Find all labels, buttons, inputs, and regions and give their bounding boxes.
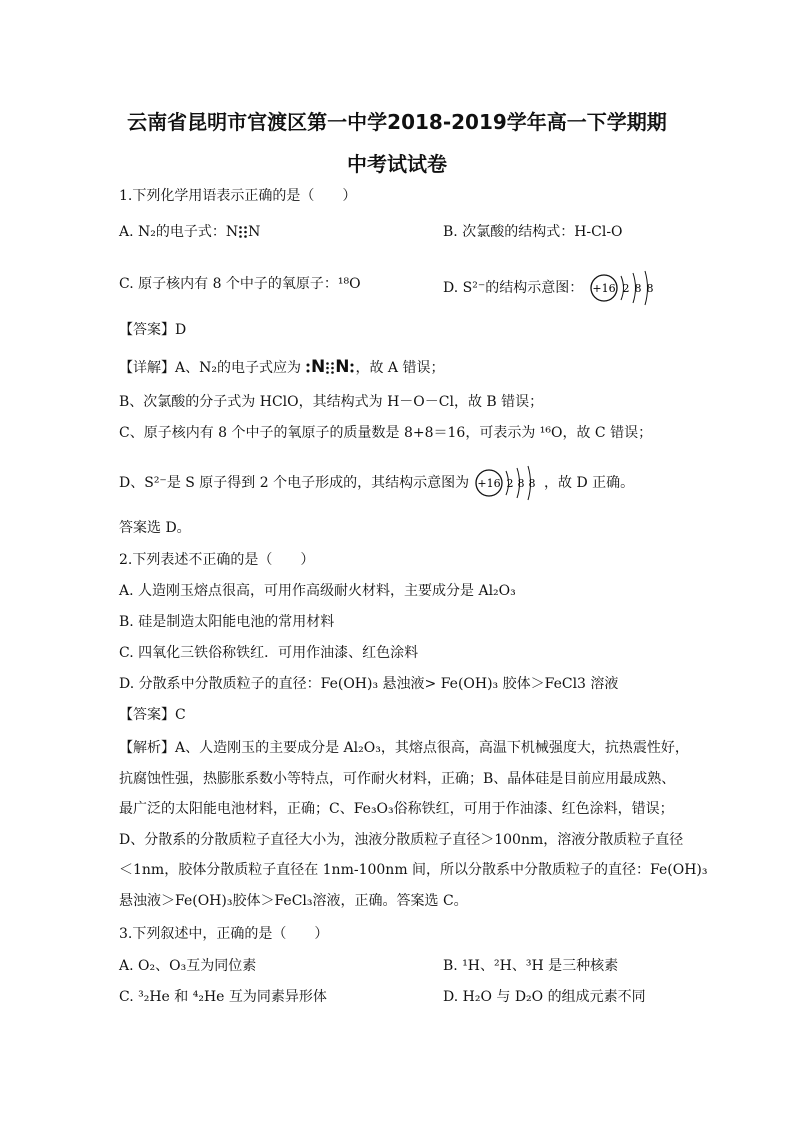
page-title-line2: 中考试试卷 <box>347 152 447 176</box>
nucleus-charge-label: +16 <box>476 477 501 490</box>
q3-option-c: C. ³₂He 和 ⁴₂He 互为同素异形体 <box>119 989 327 1005</box>
n-atom-symbol: N <box>335 357 350 377</box>
n-atom-symbol: N <box>310 357 326 377</box>
q1-option-d-text: D. S²⁻的结构示意图： <box>443 280 584 296</box>
shell-electron-count: 8 <box>528 477 536 490</box>
q1-detail-a <box>119 357 444 378</box>
q2-analysis-line: ＜1nm，胶体分散质粒子直径在 1nm-100nm 间，所以分散系中分散质粒子的直径：Fe(OH)₃ <box>119 862 708 878</box>
q1-option-a <box>119 222 260 242</box>
q1-option-d <box>443 268 658 308</box>
q2-option-b: B. 硅是制造太阳能电池的常用材料 <box>119 614 335 630</box>
sulfide-ion-structure-diagram <box>588 268 658 308</box>
shell-electron-count: 8 <box>517 477 525 490</box>
page-title-line1: 云南省昆明市官渡区第一中学2018-2019学年高一下学期期 <box>127 110 667 134</box>
q2-answer: 【答案】C <box>119 707 186 723</box>
q1-detail-d <box>119 464 634 502</box>
q1-detail-a-suffix: ，故 A 错误； <box>355 360 445 376</box>
q2-analysis <box>119 733 708 916</box>
q2-analysis-line: D、分散系的分散质粒子直径大小为，浊液分散质粒子直径＞100nm，溶液分散质粒子直径 <box>119 831 684 848</box>
q1-stem: 1.下列化学用语表示正确的是（ ） <box>119 188 357 204</box>
shell-electron-count: 2 <box>622 282 630 295</box>
q1-conclusion: 答案选 D。 <box>119 520 191 536</box>
n-atom-symbol: N <box>248 224 261 240</box>
shell-electron-count: 2 <box>506 477 514 490</box>
q3-option-d: D. H₂O 与 D₂O 的组成元素不同 <box>443 989 646 1005</box>
q1-detail-a-text: 【详解】A、N₂的电子式应为 <box>119 360 301 376</box>
q2-analysis-line: 【解析】A、人造刚玉的主要成分是 Al₂O₃，其熔点很高，高温下机械强度大，抗热震性好， <box>119 740 689 756</box>
q2-analysis-line: 悬浊液＞Fe(OH)₃胶体＞FeCl₃溶液，正确。答案选 C。 <box>119 892 468 909</box>
q1-option-b: B. 次氯酸的结构式：H-Cl-O <box>443 224 623 240</box>
q2-analysis-line: 抗腐蚀性强，热膨胀系数小等特点，可作耐火材料，正确；B、晶体硅是目前应用最成熟、 <box>119 770 676 787</box>
q2-option-a: A. 人造刚玉熔点很高，可用作高级耐火材料，主要成分是 Al₂O₃ <box>119 583 516 599</box>
n-atom-symbol: N <box>225 224 239 240</box>
q2-option-d: D. 分散系中分散质粒子的直径：Fe(OH)₃ 悬浊液> Fe(OH)₃ 胶体＞FeCl3 溶液 <box>119 676 619 692</box>
q3-option-b: B. ¹H、²H、³H 是三种核素 <box>443 958 619 974</box>
shell-electron-count: 8 <box>646 282 654 295</box>
q1-option-a-text: A. N₂的电子式： <box>119 224 226 240</box>
q1-option-c: C. 原子核内有 8 个中子的氧原子：¹⁸O <box>119 276 361 292</box>
q1-detail-d-suffix: ，故 D 正确。 <box>544 475 635 491</box>
sulfide-ion-structure-diagram <box>474 464 540 502</box>
triple-bond-dots-icon <box>238 225 248 239</box>
shell-electron-count: 8 <box>634 282 642 295</box>
q2-analysis-line: 最广泛的太阳能电池材料，正确；C、Fe₃O₃俗称铁红，可用于作油漆、红色涂料，错误； <box>119 801 674 817</box>
q2-stem: 2.下列表述不正确的是（ ） <box>119 552 315 568</box>
triple-bond-dots-icon <box>325 361 335 375</box>
nucleus-charge-label: +16 <box>592 282 616 295</box>
q1-detail-c: C、原子核内有 8 个中子的氧原子的质量数是 8+8＝16，可表示为 ¹⁶O，故 C 错误； <box>119 425 653 441</box>
q3-stem: 3.下列叙述中，正确的是（ ） <box>119 926 329 942</box>
q1-detail-b: B、次氯酸的分子式为 HClO，其结构式为 H－O－Cl，故 B 错误； <box>119 394 544 410</box>
q1-answer: 【答案】D <box>119 322 187 338</box>
q1-detail-d-text: D、S²⁻是 S 原子得到 2 个电子形成的，其结构示意图为 <box>119 475 470 491</box>
q2-option-c: C. 四氧化三铁俗称铁红．可用作油漆、红色涂料 <box>119 645 419 661</box>
q3-option-a: A. O₂、O₃互为同位素 <box>119 958 257 974</box>
